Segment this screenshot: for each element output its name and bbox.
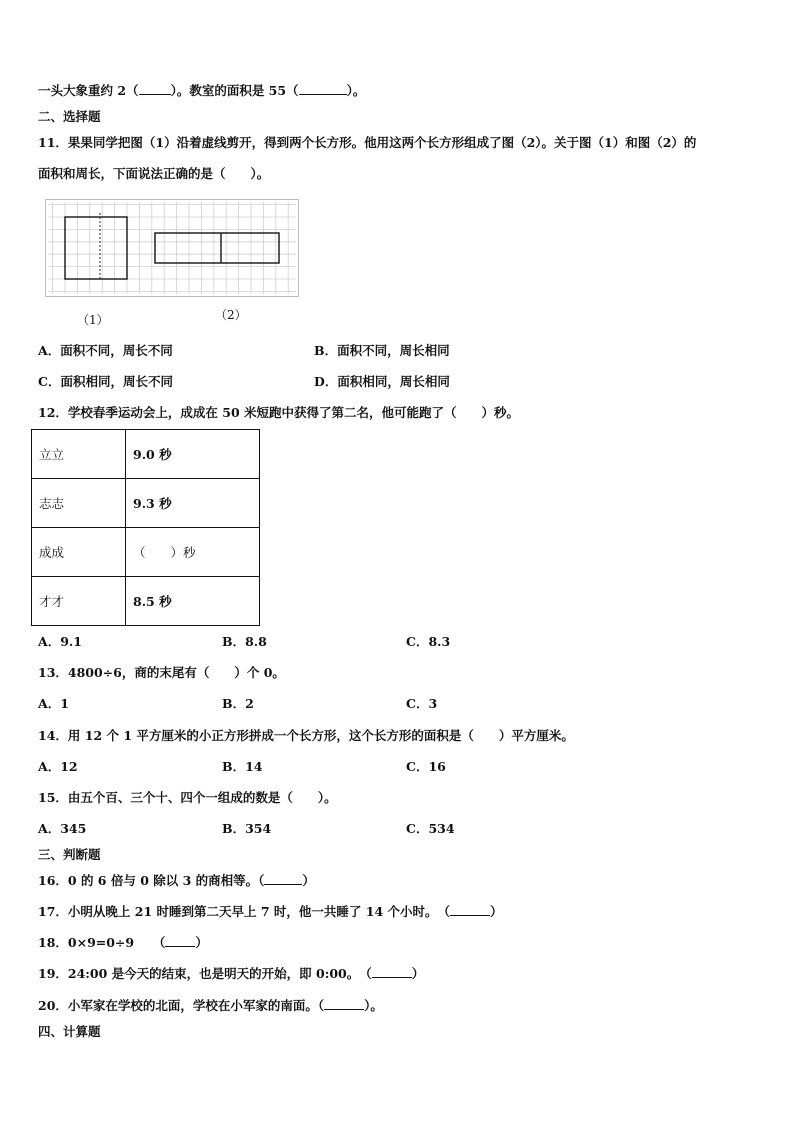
table-cell-time: （ ）秒: [126, 528, 260, 577]
option-c[interactable]: C．534: [406, 821, 455, 836]
table-cell-name: 成成: [32, 528, 126, 577]
answer-blank[interactable]: [165, 935, 195, 947]
table-cell-name: 才才: [32, 577, 126, 626]
answer-blank[interactable]: [264, 873, 302, 885]
option-c[interactable]: C．3: [406, 696, 438, 711]
judgment-text: 18．0×9=0÷9 （: [38, 935, 166, 950]
table-row: [32, 577, 260, 626]
judgment-text: 20．小军家在学校的北面，学校在小军家的南面。（: [38, 998, 325, 1013]
table-cell-time: 9.0 秒: [126, 430, 260, 479]
judgment-text: 16．0 的 6 倍与 0 除以 3 的商相等。（: [38, 873, 265, 888]
judgment-item: [38, 873, 315, 889]
grid-figure: [45, 199, 299, 297]
judgment-close: ）: [302, 873, 315, 888]
figure-caption-1: （1）: [77, 313, 109, 327]
answer-blank[interactable]: [299, 83, 347, 95]
judgment-item: [38, 966, 424, 982]
judgment-item: [38, 998, 383, 1014]
judgment-text: 17．小明从晚上 21 时睡到第二天早上 7 时，他一共睡了 14 个小时。 （: [38, 904, 450, 919]
answer-blank[interactable]: [324, 998, 364, 1010]
table-row: [32, 479, 260, 528]
option-c[interactable]: C．8.3: [406, 634, 451, 649]
question-10-tail: [38, 83, 365, 99]
question-14: 14．用 12 个 1 平方厘米的小正方形拼成一个长方形，这个长方形的面积是（ ）平方厘米。: [38, 728, 574, 743]
option-a[interactable]: A．345: [38, 821, 87, 836]
answer-blank[interactable]: [450, 904, 490, 916]
option-b[interactable]: B．14: [222, 759, 263, 774]
option-b[interactable]: B．354: [222, 821, 272, 836]
table-cell-name: 志志: [32, 479, 126, 528]
q10-text-b: ）。教室的面积是 55（: [170, 83, 299, 98]
figure-caption-2: （2）: [215, 308, 247, 322]
option-b[interactable]: B．2: [222, 696, 254, 711]
section-heading-calculation: 四、计算题: [38, 1024, 101, 1039]
option-a[interactable]: A．面积不同，周长不同: [38, 343, 173, 358]
option-a[interactable]: A．9.1: [38, 634, 82, 649]
judgment-close: ）: [490, 904, 503, 919]
option-b[interactable]: B．面积不同，周长相同: [314, 343, 450, 358]
time-table: [31, 429, 260, 626]
option-d[interactable]: D．面积相同，周长相同: [314, 374, 450, 389]
answer-blank[interactable]: [372, 966, 412, 978]
question-15: 15．由五个百、三个十、四个一组成的数是（ ）。: [38, 790, 337, 805]
option-a[interactable]: A．1: [38, 696, 69, 711]
q10-text-a: 一头大象重约 2（: [38, 83, 139, 98]
judgment-text: 19．24:00 是今天的结束，也是明天的开始，即 0:00。 （: [38, 966, 372, 981]
table-cell-name: 立立: [32, 430, 126, 479]
section-heading-judgment: 三、判断题: [38, 847, 101, 862]
option-b[interactable]: B．8.8: [222, 634, 267, 649]
table-cell-time: 8.5 秒: [126, 577, 260, 626]
question-11-line1: 11．果果同学把图（1）沿着虚线剪开，得到两个长方形。他用这两个长方形组成了图（2）。关于图（1）和图（2）的: [38, 135, 697, 150]
option-c[interactable]: C．16: [406, 759, 446, 774]
question-11-line2: 面积和周长，下面说法正确的是（ ）。: [38, 166, 270, 181]
section-heading-choice: 二、选择题: [38, 109, 101, 124]
judgment-item: [38, 935, 208, 951]
q10-text-c: ）。: [346, 83, 366, 98]
question-13: 13．4800÷6，商的末尾有（ ）个 0。: [38, 665, 285, 680]
answer-blank[interactable]: [139, 83, 171, 95]
judgment-close: ）: [195, 935, 208, 950]
option-c[interactable]: C．面积相同，周长不同: [38, 374, 173, 389]
table-row: [32, 430, 260, 479]
judgment-close: ）: [411, 966, 425, 981]
table-row: [32, 528, 260, 577]
table-cell-time: 9.3 秒: [126, 479, 260, 528]
option-a[interactable]: A．12: [38, 759, 78, 774]
judgment-item: [38, 904, 503, 920]
judgment-close: ）。: [364, 998, 383, 1013]
question-12: 12．学校春季运动会上，成成在 50 米短跑中获得了第二名，他可能跑了（ ）秒。: [38, 405, 519, 420]
